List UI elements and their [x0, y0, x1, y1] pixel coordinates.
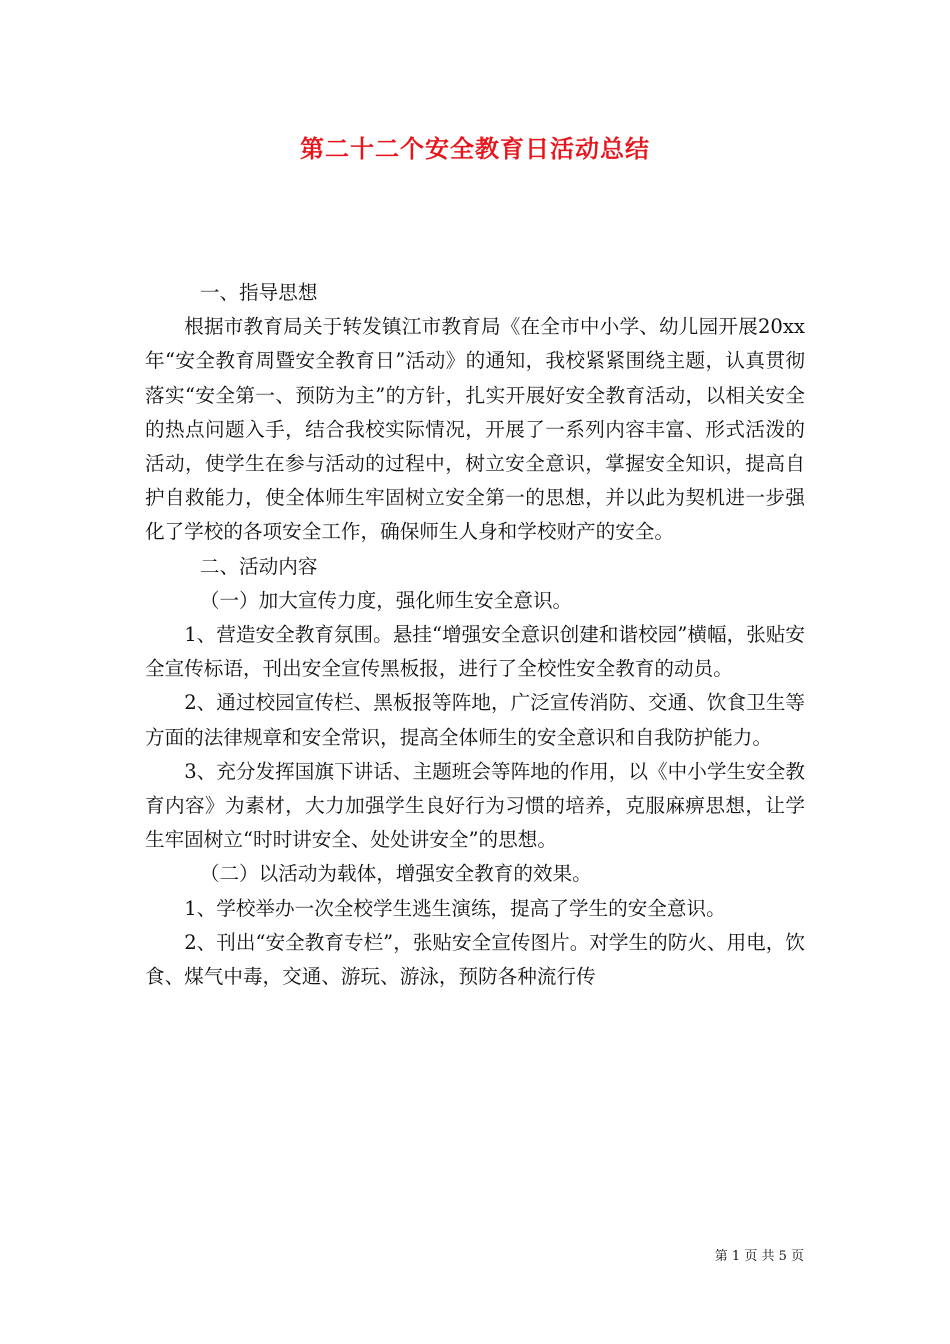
subsection-heading-activities: （二）以活动为载体，增强安全教育的效果。 — [199, 862, 592, 886]
paragraph-item-1: 1、营造安全教育氛围。悬挂“增强安全意识创建和谐校园”横幅，张贴安全宣传标语，刊出安全宣传黑板报，进行了全校性安全教育的动员。 — [145, 623, 805, 681]
document-body — [145, 276, 805, 994]
page-number: 第 1 页 共 5 页 — [714, 1249, 804, 1264]
subsection-heading-publicity: （一）加大宣传力度，强化师生安全意识。 — [199, 588, 573, 612]
paragraph-guiding-ideology: 根据市教育局关于转发镇江市教育局《在全市中小学、幼儿园开展20xx年“安全教育周暨安全教育日”活动》的通知，我校紧紧围绕主题，认真贯彻落实“安全第一、预防为主”的方针，扎实开展好安全教育活动，以相关安全的热点问题入手，结合我校实际情况，开展了一系列内容丰富、形式活泼的活动，使学生在参与活动的过程中，树立安全意识，掌握安全知识，提高自护自救能力，使全体师生牢固树立安全第一的思想，并以此为契机进一步强化了学校的各项安全工作，确保师生人身和学校财产的安全。 — [145, 315, 805, 544]
section-heading-guiding-ideology: 一、指导思想 — [199, 281, 318, 304]
paragraph-activity-item-1: 1、学校举办一次全校学生逃生演练，提高了学生的安全意识。 — [184, 896, 726, 920]
paragraph-item-2: 2、通过校园宣传栏、黑板报等阵地，广泛宣传消防、交通、饮食卫生等方面的法律规章和安全常识，提高全体师生的安全意识和自我防护能力。 — [145, 691, 805, 749]
page-title: 第二十二个安全教育日活动总结 — [300, 135, 650, 163]
section-heading-activity-content: 二、活动内容 — [199, 554, 318, 578]
paragraph-item-3: 3、充分发挥国旗下讲话、主题班会等阵地的作用，以《中小学生安全教育内容》为素材，大力加强学生良好行为习惯的培养，克服麻痹思想，让学生牢固树立“时时讲安全、处处讲安全”的思想。 — [145, 759, 805, 852]
paragraph-activity-item-2: 2、刊出“安全教育专栏”，张贴安全宣传图片。对学生的防火、用电，饮食、煤气中毒，交通、游玩、游泳，预防各种流行传 — [145, 930, 805, 989]
